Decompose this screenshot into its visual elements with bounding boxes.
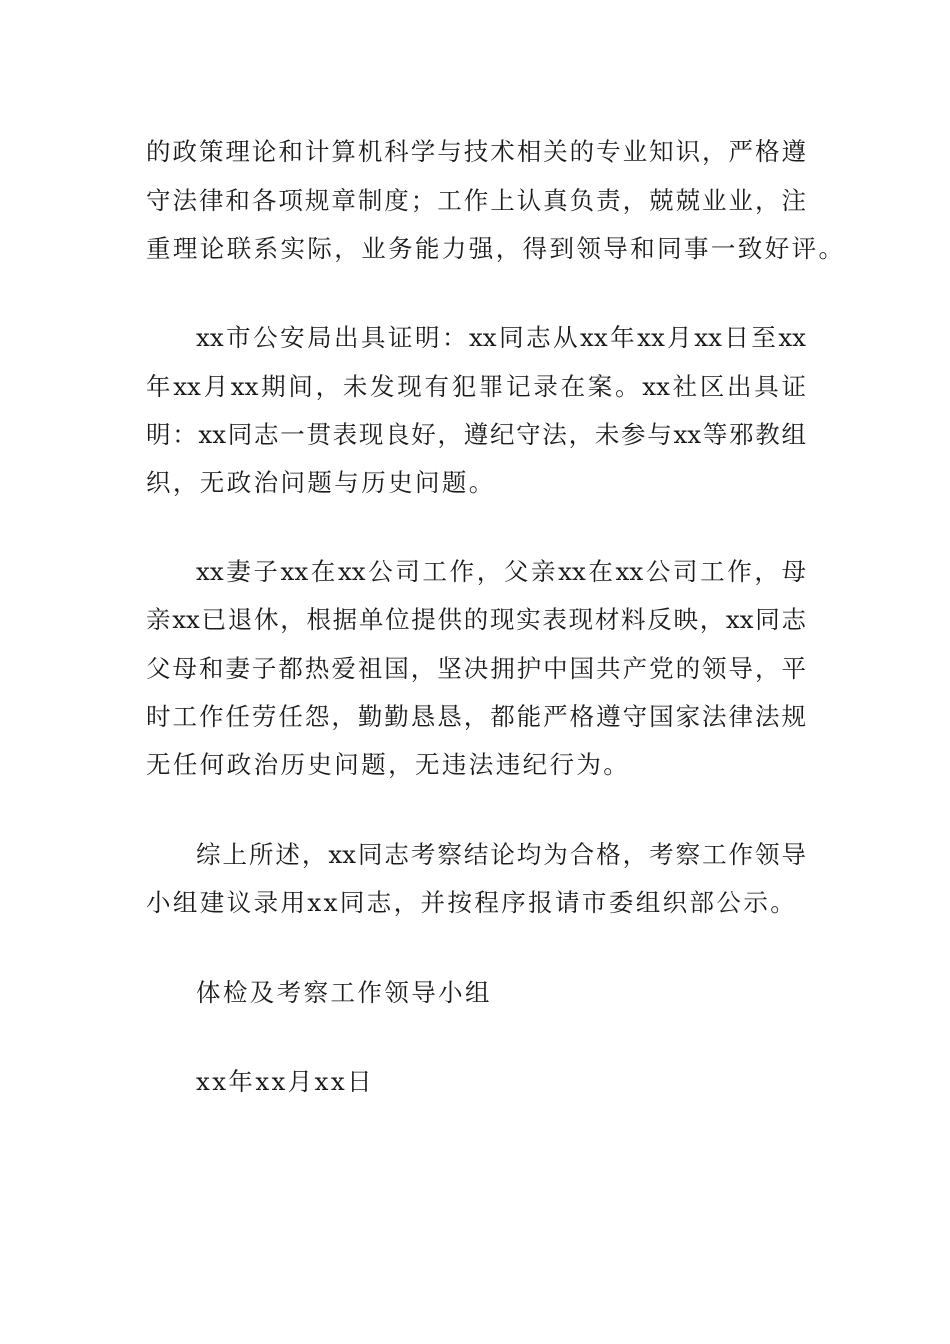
- paragraph-3-line-5: 无任何政治历史问题，无违法违纪行为。: [146, 750, 631, 779]
- paragraph-4-line-1: 综上所述，xx同志考察结论均为合格，考察工作领导: [196, 840, 806, 869]
- paragraph-3-line-3: 父母和妻子都热爱祖国，坚决拥护中国共产党的领导，平: [146, 654, 806, 683]
- paragraph-1-line-2: 守法律和各项规章制度；工作上认真负责，兢兢业业，注: [146, 186, 806, 215]
- paragraph-2-line-4: 织，无政治问题与历史问题。: [146, 468, 496, 497]
- paragraph-3-line-1: xx妻子xx在xx公司工作，父亲xx在xx公司工作，母: [196, 557, 806, 586]
- paragraph-4-line-2: 小组建议录用xx同志，并按程序报请市委组织部公示。: [146, 888, 798, 917]
- paragraph-3-line-2: 亲xx已退休，根据单位提供的现实表现材料反映，xx同志: [146, 605, 806, 634]
- paragraph-3-line-4: 时工作任劳任怨，勤勤恳恳，都能严格遵守国家法律法规: [146, 702, 806, 731]
- paragraph-2-line-1: xx市公安局出具证明：xx同志从xx年xx月xx日至xx: [196, 323, 806, 352]
- signature-date: xx年xx月xx日: [196, 1067, 375, 1096]
- signature-organization: 体检及考察工作领导小组: [196, 978, 492, 1007]
- paragraph-2-line-2: 年xx月xx期间，未发现有犯罪记录在案。xx社区出具证: [146, 372, 806, 401]
- paragraph-2-line-3: 明：xx同志一贯表现良好，遵纪守法，未参与xx等邪教组: [146, 420, 806, 449]
- paragraph-1-line-3: 重理论联系实际，业务能力强，得到领导和同事一致好评。: [146, 234, 846, 263]
- paragraph-1-line-1: 的政策理论和计算机科学与技术相关的专业知识，严格遵: [146, 137, 806, 166]
